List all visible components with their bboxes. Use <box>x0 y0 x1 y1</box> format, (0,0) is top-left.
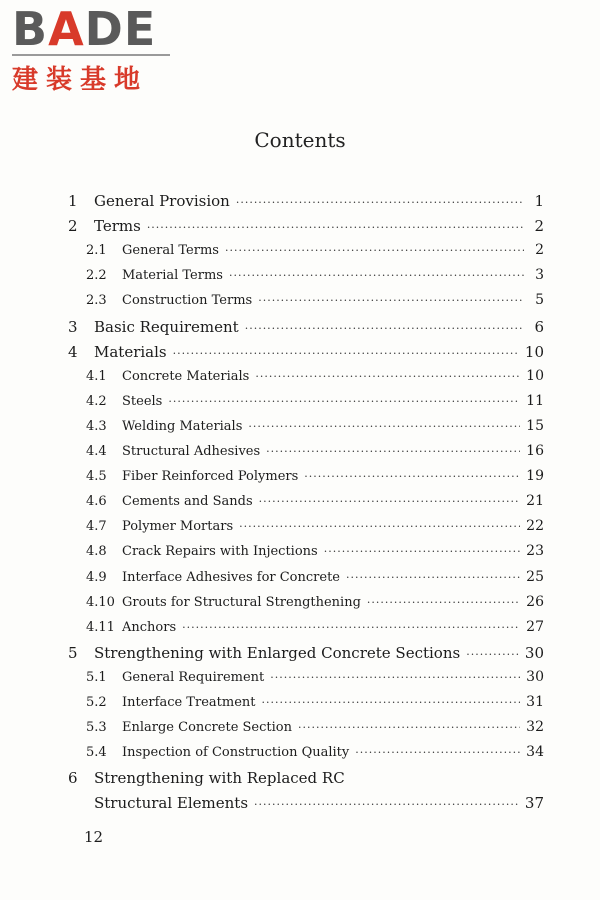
toc-entry-page: 34 <box>526 744 544 761</box>
toc-entry-title: Enlarge Concrete Section <box>122 720 292 736</box>
toc-dot-leader <box>245 322 524 335</box>
toc-entry-title: General Provision <box>94 192 230 210</box>
toc-dot-leader <box>466 648 519 661</box>
toc-entry[interactable] <box>68 217 544 235</box>
toc-entry-title: Structural Adhesives <box>122 444 261 459</box>
toc-entry-page: 1 <box>534 192 544 210</box>
toc-entry-number: 4.3 <box>86 418 107 434</box>
toc-entry-number: 2 <box>68 217 78 236</box>
toc-entry[interactable] <box>68 644 544 662</box>
toc-dot-leader <box>236 196 524 209</box>
toc-entry-page: 10 <box>524 342 544 361</box>
toc-entry[interactable] <box>86 418 544 434</box>
toc-entry-number: 4.1 <box>86 368 107 384</box>
toc-entry-title: Structural Elements <box>94 794 249 813</box>
toc-dot-leader <box>259 495 521 508</box>
toc-entry[interactable] <box>86 594 544 610</box>
toc-entry[interactable] <box>86 292 544 308</box>
toc-entry[interactable] <box>68 192 544 210</box>
toc-dot-leader <box>346 571 520 584</box>
toc-entry-number: 4.11 <box>86 619 115 635</box>
toc-entry-number: 4.6 <box>86 494 107 510</box>
toc-dot-leader <box>182 621 520 634</box>
toc-entry-page: 5 <box>535 292 544 309</box>
toc-entry-title: Interface Treatment <box>122 695 256 710</box>
toc-entry-number: 2.2 <box>86 268 107 284</box>
toc-entry[interactable] <box>86 518 544 534</box>
toc-entry-number: 4.9 <box>86 569 107 585</box>
toc-entry-page: 2 <box>534 217 544 236</box>
toc-entry-title: Material Terms <box>122 268 223 284</box>
toc-entry-number: 5.3 <box>86 720 107 736</box>
toc-entry[interactable] <box>86 242 544 258</box>
logo-chinese-text: 建装基地 <box>12 65 149 95</box>
toc-entry-page: 16 <box>526 443 544 459</box>
page-title: Contents <box>254 128 346 152</box>
toc-entry-title: Strengthening with Replaced RC <box>94 769 345 788</box>
toc-entry-title: Strengthening with Enlarged Concrete Sections <box>94 643 461 662</box>
toc-entry-number: 4.7 <box>86 519 107 535</box>
toc-entry-page: 15 <box>526 417 544 434</box>
toc-entry-page: 6 <box>534 317 544 336</box>
toc-dot-leader <box>266 445 520 458</box>
toc-entry-number: 4.2 <box>86 393 107 409</box>
toc-entry-title: Materials <box>94 342 167 361</box>
toc-dot-leader <box>168 395 520 408</box>
toc-entry[interactable] <box>86 619 544 635</box>
toc-entry-title: Polymer Mortars <box>122 519 234 535</box>
toc-entry-title: Grouts for Structural Strengthening <box>122 594 361 610</box>
toc-entry-page: 3 <box>535 267 544 284</box>
toc-entry-page: 37 <box>524 794 544 813</box>
toc-entry-title: Concrete Materials <box>122 368 250 384</box>
toc-dot-leader <box>225 244 524 257</box>
toc-entry-page: 21 <box>526 493 544 510</box>
toc-entry[interactable] <box>86 744 544 760</box>
toc-entry[interactable] <box>86 719 544 735</box>
toc-dot-leader <box>355 746 520 759</box>
toc-entry-title: Steels <box>122 393 163 409</box>
toc-entry-title: Basic Requirement <box>94 317 239 336</box>
toc-dot-leader <box>147 221 524 234</box>
toc-entry-title: Inspection of Construction Quality <box>122 745 350 761</box>
toc-entry-title: Terms <box>94 217 141 236</box>
toc-entry-title: General Requirement <box>122 669 265 685</box>
toc-entry-number: 4.5 <box>86 469 107 485</box>
toc-dot-leader <box>254 798 519 811</box>
toc-dot-leader <box>298 721 520 734</box>
logo-wordmark: BADE <box>12 2 157 56</box>
toc-dot-leader <box>324 545 520 558</box>
toc-entry[interactable] <box>86 694 544 710</box>
toc-dot-leader <box>239 520 520 533</box>
toc-entry[interactable] <box>86 368 544 384</box>
toc-dot-leader <box>248 420 520 433</box>
toc-dot-leader <box>304 470 520 483</box>
toc-entry-number: 5.1 <box>86 669 107 685</box>
site-logo <box>12 2 182 96</box>
toc-entry[interactable] <box>86 267 544 283</box>
toc-entry-page: 30 <box>524 643 544 662</box>
toc-entry-title: General Terms <box>122 243 219 259</box>
toc-entry-title: Cements and Sands <box>122 494 253 510</box>
toc-entry[interactable] <box>86 493 544 509</box>
toc-entry-number: 5.4 <box>86 745 107 761</box>
toc-entry-page: 27 <box>526 618 544 635</box>
toc-entry[interactable] <box>68 769 544 787</box>
toc-entry-title: Construction Terms <box>122 293 253 309</box>
toc-entry-page: 32 <box>526 719 544 736</box>
toc-entry-number: 6 <box>68 769 78 788</box>
toc-entry-title: Fiber Reinforced Polymers <box>122 469 299 485</box>
toc-entry-title: Anchors <box>122 619 177 635</box>
toc-entry-number: 5.2 <box>86 695 107 710</box>
toc-entry-page: 22 <box>526 518 544 535</box>
toc-entry-number: 1 <box>68 192 78 210</box>
toc-entry[interactable] <box>86 443 544 459</box>
toc-entry-page: 2 <box>535 242 544 259</box>
toc-entry-page: 23 <box>526 543 544 560</box>
toc-dot-leader <box>255 370 520 383</box>
toc-entry[interactable] <box>86 468 544 484</box>
toc-entry-number: 2.3 <box>86 293 107 309</box>
toc-dot-leader <box>258 294 524 307</box>
toc-entry[interactable] <box>86 543 544 559</box>
toc-entry-page: 11 <box>526 392 544 409</box>
toc-dot-leader <box>367 596 520 609</box>
toc-entry[interactable] <box>68 318 544 336</box>
toc-entry-title: Crack Repairs with Injections <box>122 544 318 560</box>
toc-entry-number: 5 <box>68 643 78 662</box>
toc-dot-leader <box>261 696 520 709</box>
toc-entry[interactable] <box>86 569 544 585</box>
toc-entry[interactable] <box>68 794 544 812</box>
toc-entry-page: 19 <box>526 468 544 485</box>
toc-entry-page: 31 <box>526 694 544 710</box>
toc-entry-number: 4.10 <box>86 594 115 610</box>
toc-entry-number: 4.4 <box>86 444 107 459</box>
toc-entry-number: 2.1 <box>86 243 107 259</box>
toc-entry[interactable] <box>68 343 544 361</box>
toc-entry[interactable] <box>86 393 544 409</box>
toc-dot-leader <box>173 347 519 360</box>
toc-entry-title: Welding Materials <box>122 418 243 434</box>
toc-entry-page: 26 <box>526 593 544 610</box>
toc-entry-page: 30 <box>526 668 544 685</box>
toc-dot-leader <box>229 269 524 282</box>
page-number: 12 <box>84 828 104 846</box>
toc-entry-page: 25 <box>526 568 544 585</box>
toc-entry-title: Interface Adhesives for Concrete <box>122 569 340 585</box>
toc-entry-number: 4.8 <box>86 544 107 560</box>
toc-dot-leader <box>270 671 520 684</box>
toc-entry[interactable] <box>86 669 544 685</box>
toc-entry-number: 3 <box>68 317 78 336</box>
toc-entry-number: 4 <box>68 342 78 361</box>
toc-entry-page: 10 <box>526 367 544 384</box>
